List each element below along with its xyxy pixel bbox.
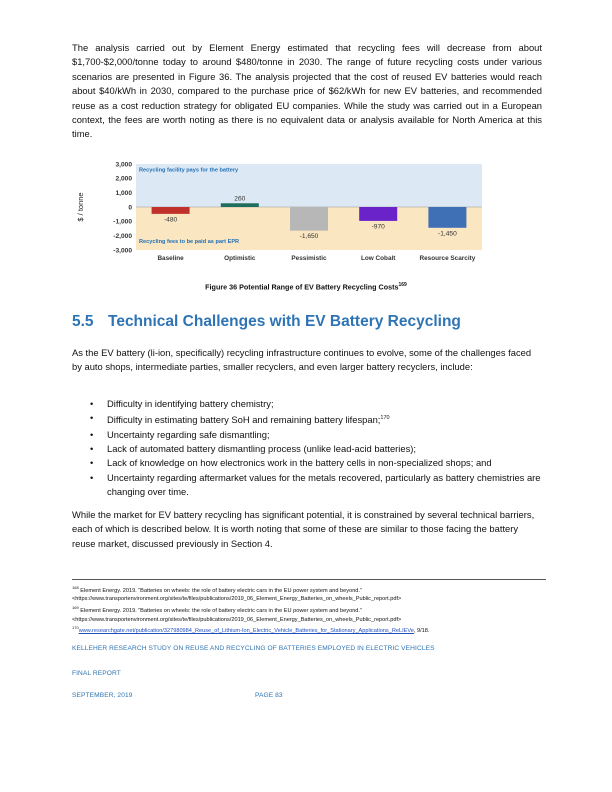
footer-subtitle: FINAL REPORT <box>72 670 121 677</box>
footnote-text: , 9/18. <box>413 627 430 634</box>
y-tick-label: 1,000 <box>115 190 132 198</box>
challenge-item <box>90 411 550 427</box>
challenge-item <box>90 456 550 470</box>
section-heading <box>72 313 461 331</box>
footnote-divider <box>72 579 546 580</box>
data-label: 260 <box>234 195 246 203</box>
footnote-169-url: <https://www.transportenvironment.org/sites/te/files/publications/2019_06_Element_Energy_Batteries_on_wheels_Public_report.pdf> <box>72 616 402 623</box>
challenge-item <box>90 428 550 442</box>
data-label: -480 <box>163 216 178 224</box>
footnote-169 <box>72 604 552 615</box>
footer-page-number: PAGE 83 <box>255 692 283 699</box>
intro-paragraph: The analysis carried out by Element Energy estimated that recycling fees will decrease from about $1,700-$2,000/tonne today to around $480/tonne in 2030. The range of future recycling costs under various scenarios are presented in Figure 36. The analysis projected that the cost of reused EV batteries would reach about $40/kWh in 2030, compared to the purchase price of $62/kWh for new EV batteries, and recommended reuse as a cost reduction strategy for obligated EU companies. While the study was carried out in a European context, the fees are worth noting as there is no equivalent data or analysis available for North America at this time. <box>72 42 542 140</box>
footer-title: KELLEHER RESEARCH STUDY ON REUSE AND RECYCLING OF BATTERIES EMPLOYED IN ELECTRIC VEHICLES <box>72 645 435 652</box>
challenge-item <box>90 397 550 411</box>
market-paragraph: While the market for EV battery recycling has significant potential, it is constrained by several technical barriers, each of which is described below. It is worth noting that some of these are similar to those facing the battery reuse market, discussed previously in Section 4. <box>72 509 535 549</box>
annotation-bottom: Recycling fees to be paid as part EPR <box>139 239 240 245</box>
footnote-ref: 169 <box>72 605 79 611</box>
challenge-text: Difficulty in identifying battery chemistry; <box>107 398 274 409</box>
data-label: -1,650 <box>299 233 319 241</box>
challenge-text: Lack of knowledge on how electronics work in the battery cells in non-specialized shops; and <box>107 457 492 469</box>
x-tick-label: Pessimistic <box>291 255 327 262</box>
challenge-item <box>90 442 550 456</box>
bar-pessimistic <box>290 207 328 231</box>
bar-low-cobalt <box>359 207 397 221</box>
x-tick-label: Baseline <box>157 255 184 262</box>
footnote-ref: 168 <box>72 585 79 590</box>
challenge-item <box>90 471 550 500</box>
figure-caption <box>0 282 612 291</box>
bar-baseline <box>152 207 190 214</box>
figure-caption-text: Figure 36 Potential Range of EV Battery Recycling Costs <box>205 282 399 292</box>
footnote-168-url: <https://www.transportenvironment.org/sites/te/files/publications/2019_06_Element_Energy_Batteries_on_wheels_Public_report.pdf> <box>72 596 402 603</box>
bullet-icon: • <box>90 443 94 455</box>
y-tick-label: -1,000 <box>113 218 132 226</box>
y-tick-label: -2,000 <box>113 233 132 241</box>
annotation-top: Recycling facility pays for the battery <box>139 167 239 174</box>
bullet-icon: • <box>90 398 94 409</box>
footnotes <box>72 584 552 636</box>
challenges-list <box>90 397 550 499</box>
challenge-text: Lack of automated battery dismantling process (unlike lead-acid batteries); <box>107 443 417 455</box>
y-tick-label: 3,000 <box>115 161 132 169</box>
x-tick-label: Optimistic <box>224 255 256 262</box>
footnote-168 <box>72 584 552 595</box>
data-label: -970 <box>371 223 385 231</box>
recycling-cost-chart <box>72 156 552 276</box>
footnote-link[interactable]: www.researchgate.net/publication/327980984_Reuse_of_Lithium-Ion_Electric_Vehicle_Batteries_for_Stationary_Applications_ReLIEVe <box>78 627 414 634</box>
data-label: -1,450 <box>438 230 457 238</box>
bullet-icon: • <box>90 412 94 424</box>
bar-optimistic <box>221 203 259 207</box>
section-title: Technical Challenges with EV Battery Recycling <box>108 313 461 330</box>
challenges-intro-paragraph: As the EV battery (li-ion, specifically) recycling infrastructure continues to evolve, some of the challenges faced by auto shops, intermediate parties, smaller recyclers, and even larger battery recyclers, include: <box>72 347 532 373</box>
y-tick-label: 2,000 <box>115 175 132 183</box>
bar-resource-scarcity <box>428 207 466 228</box>
x-tick-label: Low Cobalt <box>360 255 396 262</box>
y-axis-label: $ / tonne <box>76 192 85 222</box>
figure-caption-ref: 169 <box>398 282 407 288</box>
challenge-text: Uncertainty regarding safe dismantling; <box>107 428 270 440</box>
footnote-text: Element Energy. 2019. “Batteries on wheels: the role of battery electric cars in the EU power system and beyond.” <box>78 607 362 614</box>
footnote-ref: 170 <box>72 625 79 631</box>
challenge-footnote-ref: 170 <box>380 415 390 422</box>
section-number: 5.5 <box>72 313 94 330</box>
bullet-icon: • <box>90 457 94 469</box>
chart-svg <box>72 156 552 276</box>
footer-date: SEPTEMBER, 2019 <box>72 692 133 699</box>
y-tick-label: -3,000 <box>113 247 132 255</box>
challenge-text: Difficulty in estimating battery SoH and remaining battery lifespan; <box>107 414 381 426</box>
bullet-icon: • <box>90 471 94 483</box>
challenge-text: Uncertainty regarding aftermarket values for the metals recovered, particularly as battery chemistries are changing over time. <box>107 471 541 497</box>
x-tick-label: Resource Scarcity <box>419 255 476 262</box>
bullet-icon: • <box>90 428 94 440</box>
y-tick-label: 0 <box>128 204 132 212</box>
footnote-text: Element Energy. 2019. “Batteries on wheels: the role of battery electric cars in the EU power system and beyond.” <box>78 587 362 594</box>
footnote-170 <box>72 624 552 635</box>
